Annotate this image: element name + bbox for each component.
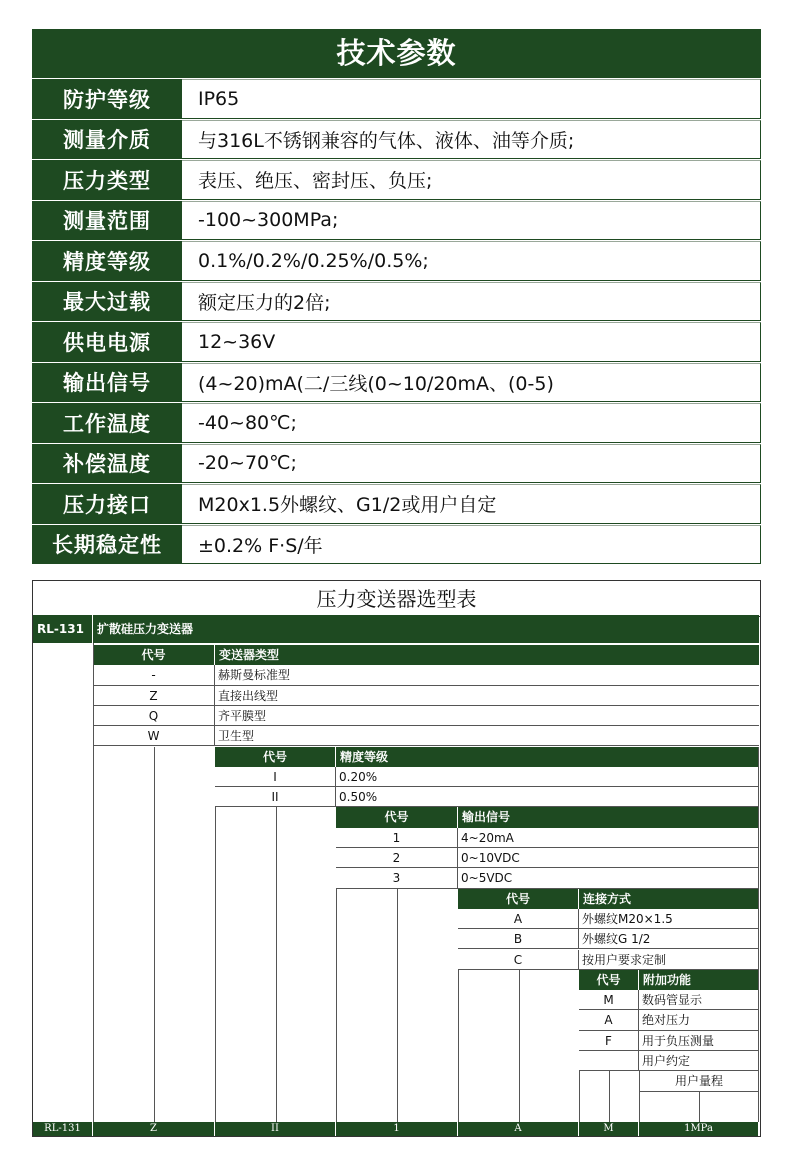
spec-value: -100~300MPa; bbox=[182, 201, 761, 241]
column-divider bbox=[154, 747, 155, 1123]
group-header: 变送器类型 bbox=[215, 645, 759, 665]
spec-value: ±0.2% F·S/年 bbox=[182, 525, 761, 565]
option-code: M bbox=[579, 990, 639, 1010]
group-header: 附加功能 bbox=[639, 970, 759, 990]
spec-key: 供电电源 bbox=[32, 322, 182, 362]
spec-key: 最大过载 bbox=[32, 282, 182, 322]
spec-key: 补偿温度 bbox=[32, 444, 182, 484]
code-header: 代号 bbox=[93, 645, 215, 665]
spec-row bbox=[32, 443, 761, 484]
spec-key: 长期稳定性 bbox=[32, 525, 182, 565]
model-code: RL-131 bbox=[33, 615, 93, 643]
selection-table bbox=[32, 580, 761, 1137]
option-code: Q bbox=[93, 706, 215, 726]
option-name: 外螺纹M20×1.5 bbox=[579, 909, 759, 929]
column-divider bbox=[215, 807, 216, 1122]
option-name: 0~5VDC bbox=[458, 868, 759, 888]
example-code-cell: 1 bbox=[336, 1122, 458, 1136]
spec-row bbox=[32, 524, 761, 565]
example-code-cell: Z bbox=[93, 1122, 215, 1136]
spec-row bbox=[32, 200, 761, 241]
option-name: 0~10VDC bbox=[458, 848, 759, 868]
spec-key: 防护等级 bbox=[32, 79, 182, 119]
spec-value: (4~20)mA(二/三线(0~10/20mA、(0-5) bbox=[182, 363, 761, 403]
spec-value: 12~36V bbox=[182, 322, 761, 362]
code-header: 代号 bbox=[336, 807, 458, 827]
option-code: A bbox=[458, 909, 579, 929]
code-header: 代号 bbox=[579, 970, 639, 990]
spec-row bbox=[32, 78, 761, 119]
column-divider bbox=[458, 970, 459, 1122]
spec-value: -20~70℃; bbox=[182, 444, 761, 484]
option-name: 直接出线型 bbox=[215, 686, 759, 706]
option-name: 用于负压测量 bbox=[639, 1031, 759, 1051]
column-divider bbox=[609, 1071, 610, 1122]
column-divider bbox=[276, 807, 277, 1122]
group-header: 精度等级 bbox=[336, 747, 759, 767]
option-name: 数码管显示 bbox=[639, 990, 759, 1010]
option-name: 0.20% bbox=[336, 767, 759, 787]
model-name: 扩散硅压力变送器 bbox=[93, 615, 759, 643]
spec-value: M20x1.5外螺纹、G1/2或用户自定 bbox=[182, 484, 761, 524]
spec-row bbox=[32, 362, 761, 403]
option-code: W bbox=[93, 726, 215, 746]
spec-row bbox=[32, 483, 761, 524]
option-name: 0.50% bbox=[336, 787, 759, 807]
spec-row bbox=[32, 281, 761, 322]
code-header: 代号 bbox=[215, 747, 336, 767]
spec-title: 技术参数 bbox=[32, 29, 761, 78]
spec-value: -40~80℃; bbox=[182, 403, 761, 443]
option-code: 1 bbox=[336, 828, 458, 848]
spec-key: 工作温度 bbox=[32, 403, 182, 443]
option-code: F bbox=[579, 1031, 639, 1051]
option-code: - bbox=[93, 665, 215, 685]
spec-key: 测量范围 bbox=[32, 201, 182, 241]
spec-key: 压力接口 bbox=[32, 484, 182, 524]
column-divider bbox=[336, 889, 337, 1122]
option-name: 4~20mA bbox=[458, 828, 759, 848]
example-code-cell: II bbox=[215, 1122, 336, 1136]
option-code: I bbox=[215, 767, 336, 787]
spec-key: 输出信号 bbox=[32, 363, 182, 403]
option-name: 赫斯曼标准型 bbox=[215, 665, 759, 685]
column-divider bbox=[519, 970, 520, 1122]
spec-row bbox=[32, 159, 761, 200]
group-header: 输出信号 bbox=[458, 807, 759, 827]
spec-row bbox=[32, 119, 761, 160]
option-code: 3 bbox=[336, 868, 458, 888]
option-name: 齐平膜型 bbox=[215, 706, 759, 726]
option-name: 卫生型 bbox=[215, 726, 759, 746]
example-code-cell: RL-131 bbox=[33, 1122, 93, 1136]
spec-row bbox=[32, 240, 761, 281]
spec-value: 0.1%/0.2%/0.25%/0.5%; bbox=[182, 241, 761, 281]
option-name: 按用户要求定制 bbox=[579, 950, 759, 970]
column-divider bbox=[397, 889, 398, 1122]
spec-value: IP65 bbox=[182, 79, 761, 119]
option-code: 2 bbox=[336, 848, 458, 868]
option-code: A bbox=[579, 1010, 639, 1030]
spec-key: 测量介质 bbox=[32, 120, 182, 160]
option-code: C bbox=[458, 950, 579, 970]
spec-key: 压力类型 bbox=[32, 160, 182, 200]
column-divider bbox=[699, 1092, 700, 1122]
selection-title: 压力变送器选型表 bbox=[33, 581, 760, 617]
option-code: II bbox=[215, 787, 336, 807]
spec-value: 额定压力的2倍; bbox=[182, 282, 761, 322]
option-name: 外螺纹G 1/2 bbox=[579, 929, 759, 949]
example-code-cell: M bbox=[579, 1122, 639, 1136]
spec-table bbox=[32, 29, 761, 564]
option-name: 用户约定 bbox=[639, 1051, 759, 1071]
option-name: 绝对压力 bbox=[639, 1010, 759, 1030]
spec-value: 与316L不锈钢兼容的气体、液体、油等介质; bbox=[182, 120, 761, 160]
example-code-cell: 1MPa bbox=[639, 1122, 759, 1136]
spec-key: 精度等级 bbox=[32, 241, 182, 281]
column-divider bbox=[758, 747, 759, 1123]
option-code: B bbox=[458, 929, 579, 949]
option-code bbox=[579, 1051, 639, 1071]
example-code-cell: A bbox=[458, 1122, 579, 1136]
column-divider bbox=[93, 643, 94, 1122]
spec-value: 表压、绝压、密封压、负压; bbox=[182, 160, 761, 200]
range-label: 用户量程 bbox=[639, 1071, 759, 1091]
code-header: 代号 bbox=[458, 889, 579, 909]
spec-row bbox=[32, 402, 761, 443]
column-divider bbox=[579, 1071, 580, 1122]
spec-row bbox=[32, 321, 761, 362]
column-divider bbox=[639, 1071, 640, 1122]
option-code: Z bbox=[93, 686, 215, 706]
group-header: 连接方式 bbox=[579, 889, 759, 909]
